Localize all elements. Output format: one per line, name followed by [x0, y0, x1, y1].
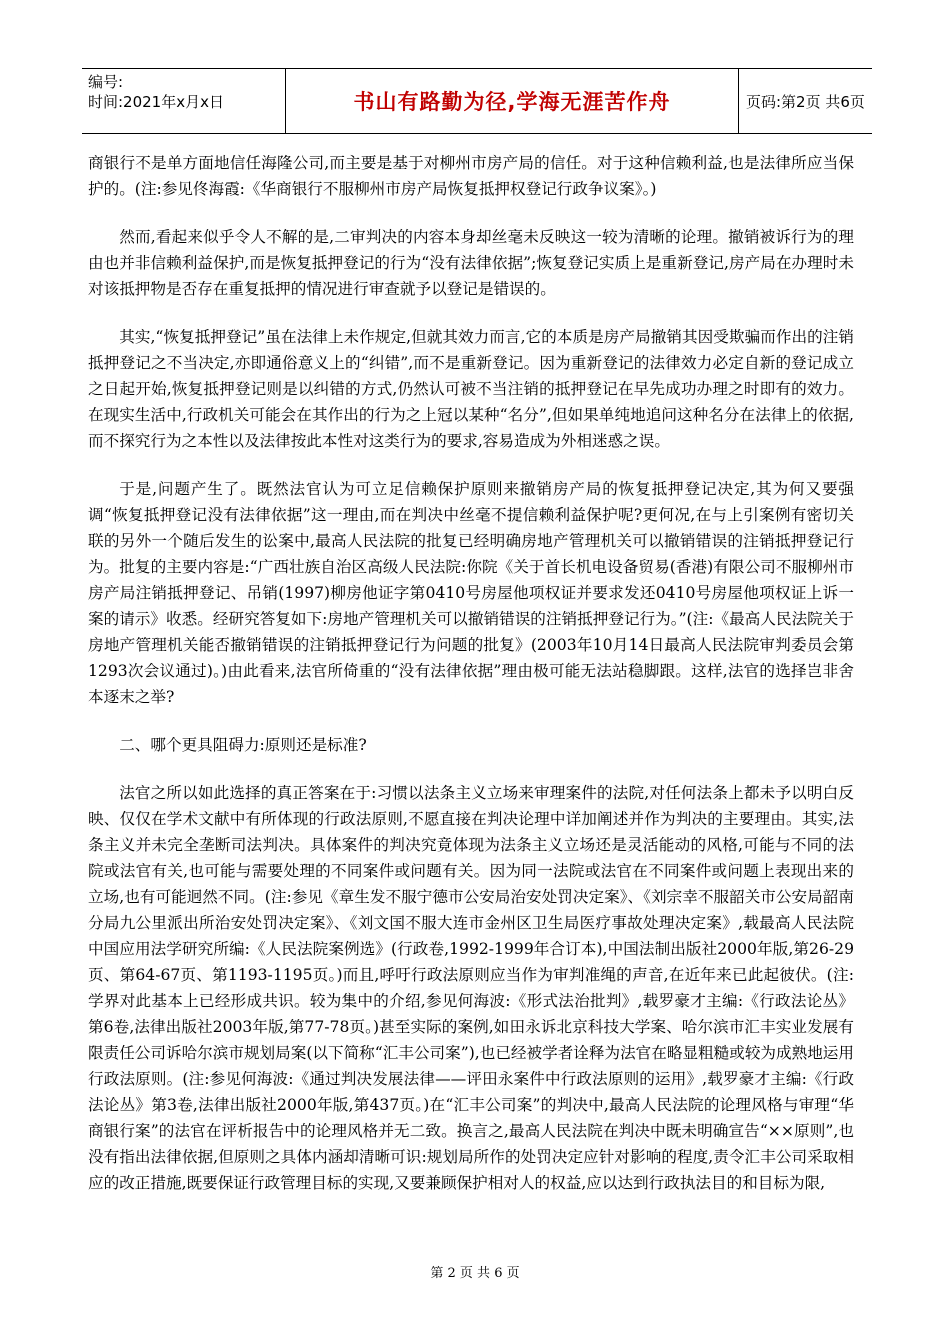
- page-header: [82, 68, 872, 134]
- number-label: 编号:: [88, 73, 124, 91]
- paragraph: 然而,看起来似乎令人不解的是,二审判决的内容本身却丝毫未反映这一较为清晰的论理。撤销被诉行为的理由也并非信赖利益保护,而是恢复抵押登记的行为“没有法律依据”;恢复登记实质上是重新登记,房产局在办理时未对该抵押物是否存在重复抵押的情况进行审查就予以登记是错误的。: [88, 228, 854, 298]
- time-label: 时间:2021年x月x日: [88, 93, 224, 111]
- header-motto-cell: [285, 69, 739, 133]
- header-page-info: [738, 69, 872, 133]
- paragraph: 于是,问题产生了。既然法官认为可立足信赖保护原则来撤销房产局的恢复抵押登记决定,其为何又要强调“恢复抵押登记没有法律依据”这一理由,而在判决中丝毫不提信赖利益保护呢?更何况,在与上引案例有密切关联的另外一个随后发生的讼案中,最高人民法院的批复已经明确房地产管理机关可以撤销错误的注销抵押登记行为。批复的主要内容是:“广西壮族自治区高级人民法院:你院《关于首长机电设备贸易(香港)有限公司不服柳州市房产局注销抵押登记、吊销(1997)柳房他证字第0410号房屋他项权证并要求发还0410号房屋他项权证上诉一案的请示》收悉。经研究答复如下:房地产管理机关可以撤销错误的注销抵押登记行为。”(注:《最高人民法院关于房地产管理机关能否撤销错误的注销抵押登记行为问题的批复》(2003年10月14日最高人民法院审判委员会第1293次会议通过)。)由此看来,法官所倚重的“没有法律依据”理由极可能无法站稳脚跟。这样,法官的选择岂非舍本逐末之举?: [88, 480, 854, 706]
- header-meta: [82, 69, 285, 133]
- paragraph: 其实,“恢复抵押登记”虽在法律上未作规定,但就其效力而言,它的本质是房产局撤销其因受欺骗而作出的注销抵押登记之不当决定,亦即通俗意义上的“纠错”,而不是重新登记。因为重新登记的法律效力必定自新的登记成立之日起开始,恢复抵押登记则是以纠错的方式,仍然认可被不当注销的抵押登记在早先成功办理之时即有的效力。在现实生活中,行政机关可能会在其作出的行为之上冠以某种“名分”,但如果单纯地追问这种名分在法律上的依据,而不探究行为之本性以及法律按此本性对这类行为的要求,容易造成为外相迷惑之误。: [88, 328, 854, 450]
- motto: 书山有路勤为径,学海无涯苦作舟: [353, 90, 671, 114]
- document-body: [88, 150, 854, 1218]
- paragraph: 商银行不是单方面地信任海隆公司,而主要是基于对柳州市房产局的信任。对于这种信赖利益,也是法律所应当保护的。(注:参见佟海霞:《华商银行不服柳州市房产局恢复抵押权登记行政争议案》。): [88, 154, 854, 198]
- page-info: 页码:第2页 共6页: [746, 92, 865, 111]
- paragraph: 法官之所以如此选择的真正答案在于:习惯以法条主义立场来审理案件的法院,对任何法条上都未予以明白反映、仅仅在学术文献中有所体现的行政法原则,不愿直接在判决论理中详加阐述并作为判决的主要理由。其实,法条主义并未完全垄断司法判决。具体案件的判决究竟体现为法条主义立场还是灵活能动的风格,可能与不同的法院或法官有关,也可能与需要处理的不同案件或问题有关。因为同一法院或法官在不同案件或问题上表现出来的立场,也有可能迥然不同。(注:参见《章生发不服宁德市公安局治安处罚决定案》、《刘宗幸不服韶关市公安局韶南分局九公里派出所治安处罚决定案》、《刘文国不服大连市金州区卫生局医疗事故处理决定案》,载最高人民法院中国应用法学研究所编:《人民法院案例选》(行政卷,1992-1999年合订本),中国法制出版社2000年版,第26-29页、第64-67页、第1193-1195页。)而且,呼吁行政法原则应当作为审判准绳的声音,在近年来已此起彼伏。(注:学界对此基本上已经形成共识。较为集中的介绍,参见何海波:《形式法治批判》,载罗豪才主编:《行政法论丛》第6卷,法律出版社2003年版,第77-78页。)甚至实际的案例,如田永诉北京科技大学案、哈尔滨市汇丰实业发展有限责任公司诉哈尔滨市规划局案(以下简称“汇丰公司案”),也已经被学者诠释为法官在略显粗糙或较为成熟地运用行政法原则。(注:参见何海波:《通过判决发展法律——评田永案件中行政法原则的运用》,载罗豪才主编:《行政法论丛》第3卷,法律出版社2000年版,第437页。)在“汇丰公司案”的判决中,最高人民法院的论理风格与审理“华商银行案”的法官在评析报告中的论理风格并无二致。换言之,最高人民法院在判决中既未明确宣告“××原则”,也没有指出法律依据,但原则之具体内涵却清晰可识:规划局所作的处罚决定应针对影响的程度,责令汇丰公司采取相应的改正措施,既要保证行政管理目标的实现,又要兼顾保护相对人的权益,应以达到行政执法目的和目标为限,: [88, 784, 854, 1192]
- section-heading: 二、哪个更具阻碍力:原则还是标准?: [119, 736, 367, 754]
- page-footer: 第 2 页 共 6 页: [430, 1266, 520, 1281]
